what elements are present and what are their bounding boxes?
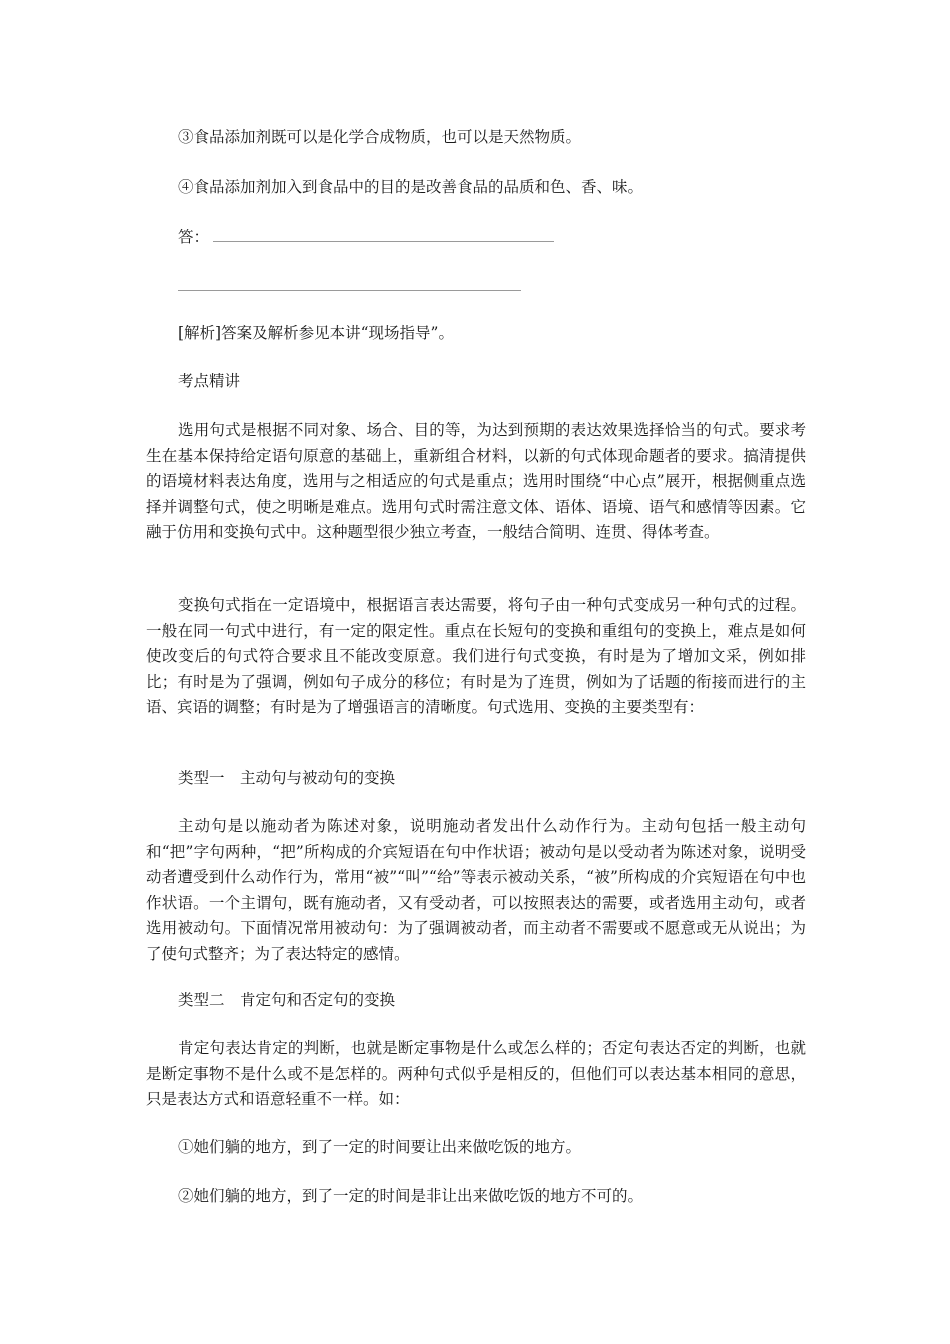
answer-blank-line-2 bbox=[178, 290, 521, 291]
type-1-heading: 类型一 主动句与被动句的变换 bbox=[178, 769, 396, 787]
paragraph-affirmative-negative: 肯定句表达肯定的判断，也就是断定事物是什么或怎么样的；否定句表达否定的判断，也就是断定事物不是什么或不是怎样的。两种句式似乎是相反的，但他们可以表达基本相同的意思，只是表达方式和语意轻重不一样。如： bbox=[146, 1039, 806, 1108]
paragraph-active-passive: 主动句是以施动者为陈述对象，说明施动者发出什么动作行为。主动句包括一般主动句和“把”字句两种，“把”所构成的介宾短语在句中作状语；被动句是以受动者为陈述对象，说明受动者遭受到什么动作行为，常用“被”“叫”“给”等表示被动关系，“被”所构成的介宾短语在句中也作状语。一个主谓句，既有施动者，又有受动者，可以按照表达的需要，或者选用主动句，或者选用被动句。下面情况常用被动句：为了强调被动者，而主动者不需要或不愿意或无从说出；为了使句式整齐；为了表达特定的感情。 bbox=[146, 817, 806, 963]
answer-blank-line-1 bbox=[213, 241, 554, 242]
item-3: ③食品添加剂既可以是化学合成物质，也可以是天然物质。 bbox=[178, 128, 582, 146]
example-2: ②她们躺的地方，到了一定的时间是非让出来做吃饭的地方不可的。 bbox=[178, 1187, 644, 1205]
example-1: ①她们躺的地方，到了一定的时间要让出来做吃饭的地方。 bbox=[178, 1138, 582, 1156]
item-4: ④食品添加剂加入到食品中的目的是改善食品的品质和色、香、味。 bbox=[178, 178, 644, 196]
paragraph-sentence-selection: 选用句式是根据不同对象、场合、目的等，为达到预期的表达效果选择恰当的句式。要求考生在基本保持给定语句原意的基础上，重新组合材料，以新的句式体现命题者的要求。搞清提供的语境材料表达角度，选用与之相适应的句式是重点；选用时围绕“中心点”展开，根据侧重点选择并调整句式，使之明晰是难点。选用句式时需注意文体、语体、语境、语气和感情等因素。它融于仿用和变换句式中。这种题型很少独立考查，一般结合简明、连贯、得体考查。 bbox=[146, 421, 806, 541]
analysis-note: [解析]答案及解析参见本讲“现场指导”。 bbox=[178, 324, 454, 342]
section-title: 考点精讲 bbox=[178, 372, 241, 390]
paragraph-sentence-transformation: 变换句式指在一定语境中，根据语言表达需要，将句子由一种句式变成另一种句式的过程。一般在同一句式中进行，有一定的限定性。重点在长短句的变换和重组句的变换上，难点是如何使改变后的句式符合要求且不能改变原意。我们进行句式变换，有时是为了增加文采，例如排比；有时是为了强调，例如句子成分的移位；有时是为了连贯，例如为了话题的衔接而进行的主语、宾语的调整；有时是为了增强语言的清晰度。句式选用、变换的主要类型有： bbox=[146, 596, 806, 716]
answer-label: 答： bbox=[178, 228, 210, 246]
type-2-heading: 类型二 肯定句和否定句的变换 bbox=[178, 991, 396, 1009]
